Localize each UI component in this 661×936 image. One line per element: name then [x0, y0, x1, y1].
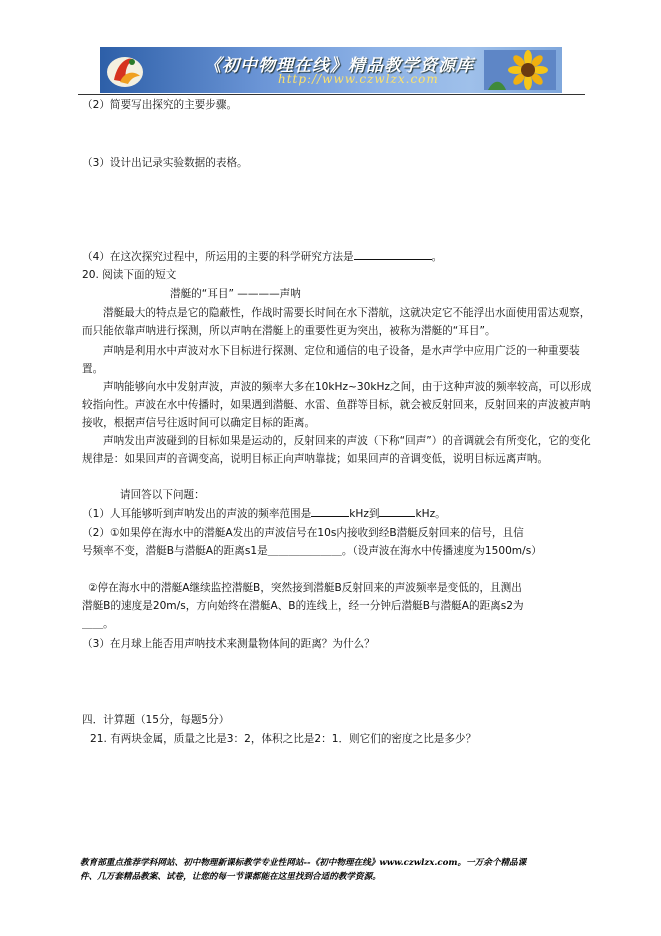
question-3-table: （3）设计出记录实验数据的表格。	[82, 157, 248, 169]
article-paragraph-3: 声呐能够向水中发射声波，声波的频率大多在10kHz~30kHz之间，由于这种声波的频率较高，可以形成较指向性。声波在水中传播时，如果遇到潜艇、水雷、鱼群等目标，就会被反射回来，反射回来的声波被声呐接收，根据声信号往返时间可以确定目标的距离。	[82, 381, 592, 429]
header-divider	[78, 94, 585, 95]
question-2-steps: （2）简要写出探究的主要步骤。	[82, 99, 238, 111]
footer-line-1: 教育部重点推荐学科网站、初中物理新课标教学专业性网站--《初中物理在线》www.czwlzx.com。一万余个精品课	[80, 858, 527, 868]
article-title: 潜艇的“耳目” ————声呐	[170, 288, 301, 300]
answer-blank[interactable]	[311, 506, 349, 517]
subquestion-1	[82, 506, 446, 521]
subquestion-2a-line-2: 号频率不变，潜艇B与潜艇A的距离s1是＿＿＿＿＿＿＿。（设声波在海水中传播速度为1500m/s）	[82, 545, 542, 557]
section-4-heading: 四．计算题（15分，每题5分）	[82, 714, 230, 726]
sunflower-icon	[484, 50, 556, 90]
question-20: 20. 阅读下面的短文	[82, 269, 177, 281]
site-url[interactable]: http://www.czwlzx.com	[278, 72, 439, 86]
subquestion-2b-line-3: ＿＿。	[82, 618, 114, 630]
subquestion-1-end: kHz。	[415, 508, 446, 520]
subquestion-1-text: （1）人耳能够听到声呐发出的声波的频率范围是	[82, 508, 312, 520]
article-paragraph-1: 潜艇最大的特点是它的隐蔽性，作战时需要长时间在水下潜航，这就决定它不能浮出水面使用雷达观察，而只能依靠声呐进行探测，所以声呐在潜艇上的重要性更为突出，被称为潜艇的“耳目”。	[82, 307, 591, 337]
question-4-text: （4）在这次探究过程中，所运用的主要的科学研究方法是	[82, 251, 354, 263]
subquestion-2b-line-2: 潜艇B的速度是20m/s，方向始终在潜艇A、B的连线上，经一分钟后潜艇B与潜艇A的距离s2为	[82, 600, 524, 612]
footer-line-2: 件、几万套精品教案、试卷，让您的每一节课都能在这里找到合适的教学资源。	[80, 872, 381, 882]
subquestion-1-mid: kHz到	[349, 508, 380, 520]
answer-prompt: 请回答以下问题：	[120, 489, 205, 501]
answer-blank[interactable]	[354, 249, 432, 260]
header-banner	[100, 47, 562, 93]
question-4-method	[82, 249, 442, 264]
subquestion-2a-line-1: （2）①如果停在海水中的潜艇A发出的声波信号在10s内接收到经B潜艇反射回来的信号，且信	[82, 527, 524, 539]
answer-blank[interactable]	[379, 506, 415, 517]
site-logo-icon	[104, 50, 146, 90]
question-21: 21. 有两块金属，质量之比是3：2，体积之比是2：1．则它们的密度之比是多少？	[90, 733, 477, 745]
article-paragraph-4: 声呐发出声波碰到的目标如果是运动的，反射回来的声波（下称“回声”）的音调就会有所变化，它的变化规律是：如果回声的音调变高，说明目标正向声呐靠拢；如果回声的音调变低，说明目标远离声呐。	[82, 435, 591, 465]
subquestion-2b-line-1: ②停在海水中的潜艇A继续监控潜艇B，突然接到潜艇B反射回来的声波频率是变低的，且测出	[88, 582, 522, 594]
question-4-end: 。	[431, 251, 443, 263]
subquestion-3: （3）在月球上能否用声呐技术来测量物体间的距离？为什么？	[82, 638, 375, 650]
article-paragraph-2: 声呐是利用水中声波对水下目标进行探测、定位和通信的电子设备，是水声学中应用广泛的一种重要装置。	[82, 345, 580, 375]
site-title: 《初中物理在线》精品教学资源库	[204, 56, 474, 76]
